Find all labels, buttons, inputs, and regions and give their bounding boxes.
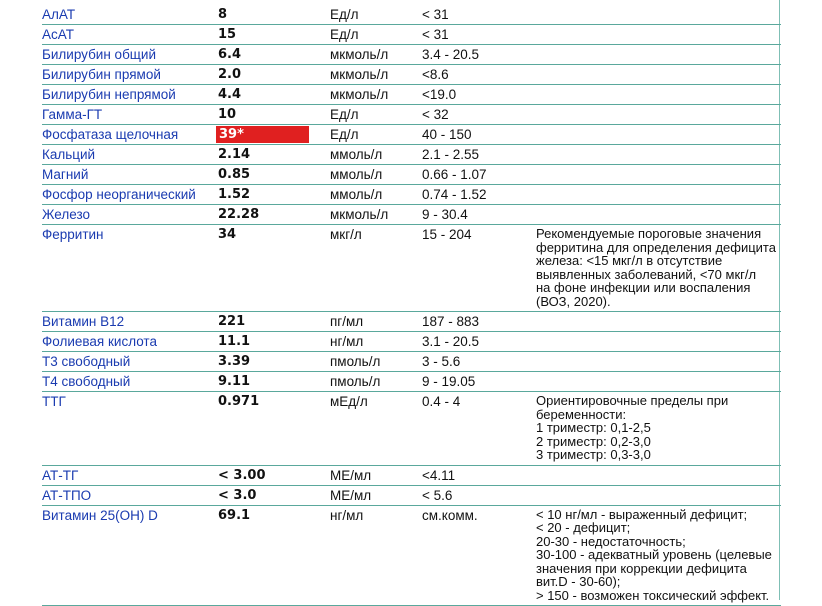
reference-range: 3.4 - 20.5: [422, 45, 536, 65]
table-row: [42, 125, 781, 145]
test-value: 3.39: [218, 352, 330, 372]
comment-line: 20-30 - недостаточность;: [536, 533, 686, 549]
test-unit: пг/мл: [330, 312, 422, 332]
table-row: [42, 505, 781, 606]
comment: [536, 0, 781, 25]
comment: [536, 312, 781, 332]
test-unit: МЕ/мл: [330, 465, 422, 485]
reference-range: 0.74 - 1.52: [422, 185, 536, 205]
test-name: Ферритин: [42, 225, 218, 312]
table-row: [42, 145, 781, 165]
test-value: 2.0: [218, 65, 330, 85]
test-unit: ммоль/л: [330, 165, 422, 185]
reference-range: 40 - 150: [422, 125, 536, 145]
test-name: АсАТ: [42, 25, 218, 45]
reference-range: <8.6: [422, 65, 536, 85]
comment-line: вит.D - 30-60);: [536, 574, 621, 589]
test-value: 22.28: [218, 205, 330, 225]
test-value: 0.85: [218, 165, 330, 185]
test-name: Магний: [42, 165, 218, 185]
table-row: [42, 65, 781, 85]
test-unit: мкмоль/л: [330, 205, 422, 225]
reference-range: 3 - 5.6: [422, 352, 536, 372]
test-name: ТТГ: [42, 392, 218, 466]
test-unit: пмоль/л: [330, 372, 422, 392]
test-unit: нг/мл: [330, 332, 422, 352]
comment: [536, 25, 781, 45]
comment-line: значения при коррекции дефицита: [536, 560, 747, 576]
table-row: [42, 185, 781, 205]
comment: [536, 505, 781, 606]
reference-range: 0.4 - 4: [422, 392, 536, 466]
comment: [536, 65, 781, 85]
comment-line: Ориентировочные пределы при: [536, 393, 729, 408]
test-value: 9.11: [218, 372, 330, 392]
comment: [536, 332, 781, 352]
test-name: АТ-ТПО: [42, 485, 218, 505]
test-name: АТ-ТГ: [42, 465, 218, 485]
table-row: [42, 465, 781, 485]
table-row: [42, 165, 781, 185]
reference-range: 9 - 30.4: [422, 205, 536, 225]
comment-line: 2 триместр: 0,2-3,0: [536, 433, 651, 449]
test-value: 1.52: [218, 185, 330, 205]
table-row: [42, 85, 781, 105]
comment-line: 1 триместр: 0,1-2,5: [536, 420, 651, 435]
test-unit: пмоль/л: [330, 352, 422, 372]
test-name: Билирубин прямой: [42, 65, 218, 85]
test-value: 221: [218, 312, 330, 332]
comment-line: выявленных заболеваний, <70 мкг/л: [536, 266, 757, 282]
test-name: Т3 свободный: [42, 352, 218, 372]
test-value: 6.4: [218, 45, 330, 65]
test-unit: МЕ/мл: [330, 485, 422, 505]
reference-range: 187 - 883: [422, 312, 536, 332]
comment: [536, 352, 781, 372]
reference-range: <4.11: [422, 465, 536, 485]
reference-range: 3.1 - 20.5: [422, 332, 536, 352]
table-row: [42, 392, 781, 466]
test-name: Железо: [42, 205, 218, 225]
test-value: [218, 125, 330, 145]
table-row: [42, 312, 781, 332]
test-unit: мкмоль/л: [330, 85, 422, 105]
table-row: [42, 25, 781, 45]
test-unit: мЕд/л: [330, 392, 422, 466]
comment: [536, 85, 781, 105]
reference-range: 9 - 19.05: [422, 372, 536, 392]
test-value: 4.4: [218, 85, 330, 105]
test-name: Билирубин общий: [42, 45, 218, 65]
comment-line: беременности:: [536, 406, 627, 422]
test-unit: Ед/л: [330, 125, 422, 145]
comment-line: Рекомендуемые пороговые значения: [536, 226, 762, 241]
test-value: 15: [218, 25, 330, 45]
comment: [536, 165, 781, 185]
table-row: [42, 105, 781, 125]
test-value: < 3.00: [218, 465, 330, 485]
comment: [536, 392, 781, 466]
table-row: [42, 45, 781, 65]
reference-range: < 31: [422, 25, 536, 45]
comment: [536, 372, 781, 392]
test-value: 69.1: [218, 505, 330, 606]
results-table-body: [42, 0, 781, 606]
comment-line: 3 триместр: 0,3-3,0: [536, 447, 651, 462]
table-row: [42, 372, 781, 392]
test-value: 34: [218, 225, 330, 312]
comment: [536, 125, 781, 145]
test-unit: Ед/л: [330, 0, 422, 25]
comment-line: < 10 нг/мл - выраженный дефицит;: [536, 506, 748, 522]
test-unit: мкг/л: [330, 225, 422, 312]
test-unit: ммоль/л: [330, 185, 422, 205]
test-name: Витамин В12: [42, 312, 218, 332]
comment-line: (ВОЗ, 2020).: [536, 293, 611, 309]
test-name: Гамма-ГТ: [42, 105, 218, 125]
comment-line: ферритина для определения дефицита: [536, 239, 776, 255]
test-value: 10: [218, 105, 330, 125]
table-row: [42, 352, 781, 372]
test-unit: Ед/л: [330, 105, 422, 125]
test-unit: мкмоль/л: [330, 45, 422, 65]
comment: [536, 45, 781, 65]
abnormal-value-flag: 39*: [216, 126, 309, 143]
comment: [536, 485, 781, 505]
reference-range: <19.0: [422, 85, 536, 105]
test-unit: нг/мл: [330, 505, 422, 606]
table-row: [42, 332, 781, 352]
test-name: АлАТ: [42, 0, 218, 25]
comment-line: на фоне инфекции или воспаления: [536, 280, 751, 295]
comment: [536, 145, 781, 165]
results-table: [42, 0, 781, 606]
table-row: [42, 205, 781, 225]
test-name: Кальций: [42, 145, 218, 165]
table-row: [42, 225, 781, 312]
comment: [536, 465, 781, 485]
reference-range: 0.66 - 1.07: [422, 165, 536, 185]
test-unit: ммоль/л: [330, 145, 422, 165]
reference-range: 2.1 - 2.55: [422, 145, 536, 165]
test-name: Билирубин непрямой: [42, 85, 218, 105]
comment-line: < 20 - дефицит;: [536, 520, 631, 535]
reference-range: 15 - 204: [422, 225, 536, 312]
test-name: Фосфатаза щелочная: [42, 125, 218, 145]
test-name: Фолиевая кислота: [42, 332, 218, 352]
comment: [536, 105, 781, 125]
reference-range: см.комм.: [422, 505, 536, 606]
test-name: Т4 свободный: [42, 372, 218, 392]
table-row: [42, 0, 781, 25]
test-name: Фосфор неорганический: [42, 185, 218, 205]
test-value: 0.971: [218, 392, 330, 466]
test-value: 8: [218, 0, 330, 25]
comment-line: > 150 - возможен токсический эффект.: [536, 587, 770, 603]
comment: [536, 185, 781, 205]
test-value: < 3.0: [218, 485, 330, 505]
test-unit: Ед/л: [330, 25, 422, 45]
table-row: [42, 485, 781, 505]
comment: [536, 225, 781, 312]
comment-line: железа: <15 мкг/л в отсутствие: [536, 253, 723, 268]
test-unit: мкмоль/л: [330, 65, 422, 85]
reference-range: < 31: [422, 0, 536, 25]
test-name: Витамин 25(ОН) D: [42, 505, 218, 606]
comment-line: 30-100 - адекватный уровень (целевые: [536, 547, 772, 562]
reference-range: < 32: [422, 105, 536, 125]
reference-range: < 5.6: [422, 485, 536, 505]
test-value: 2.14: [218, 145, 330, 165]
test-value: 11.1: [218, 332, 330, 352]
comment: [536, 205, 781, 225]
